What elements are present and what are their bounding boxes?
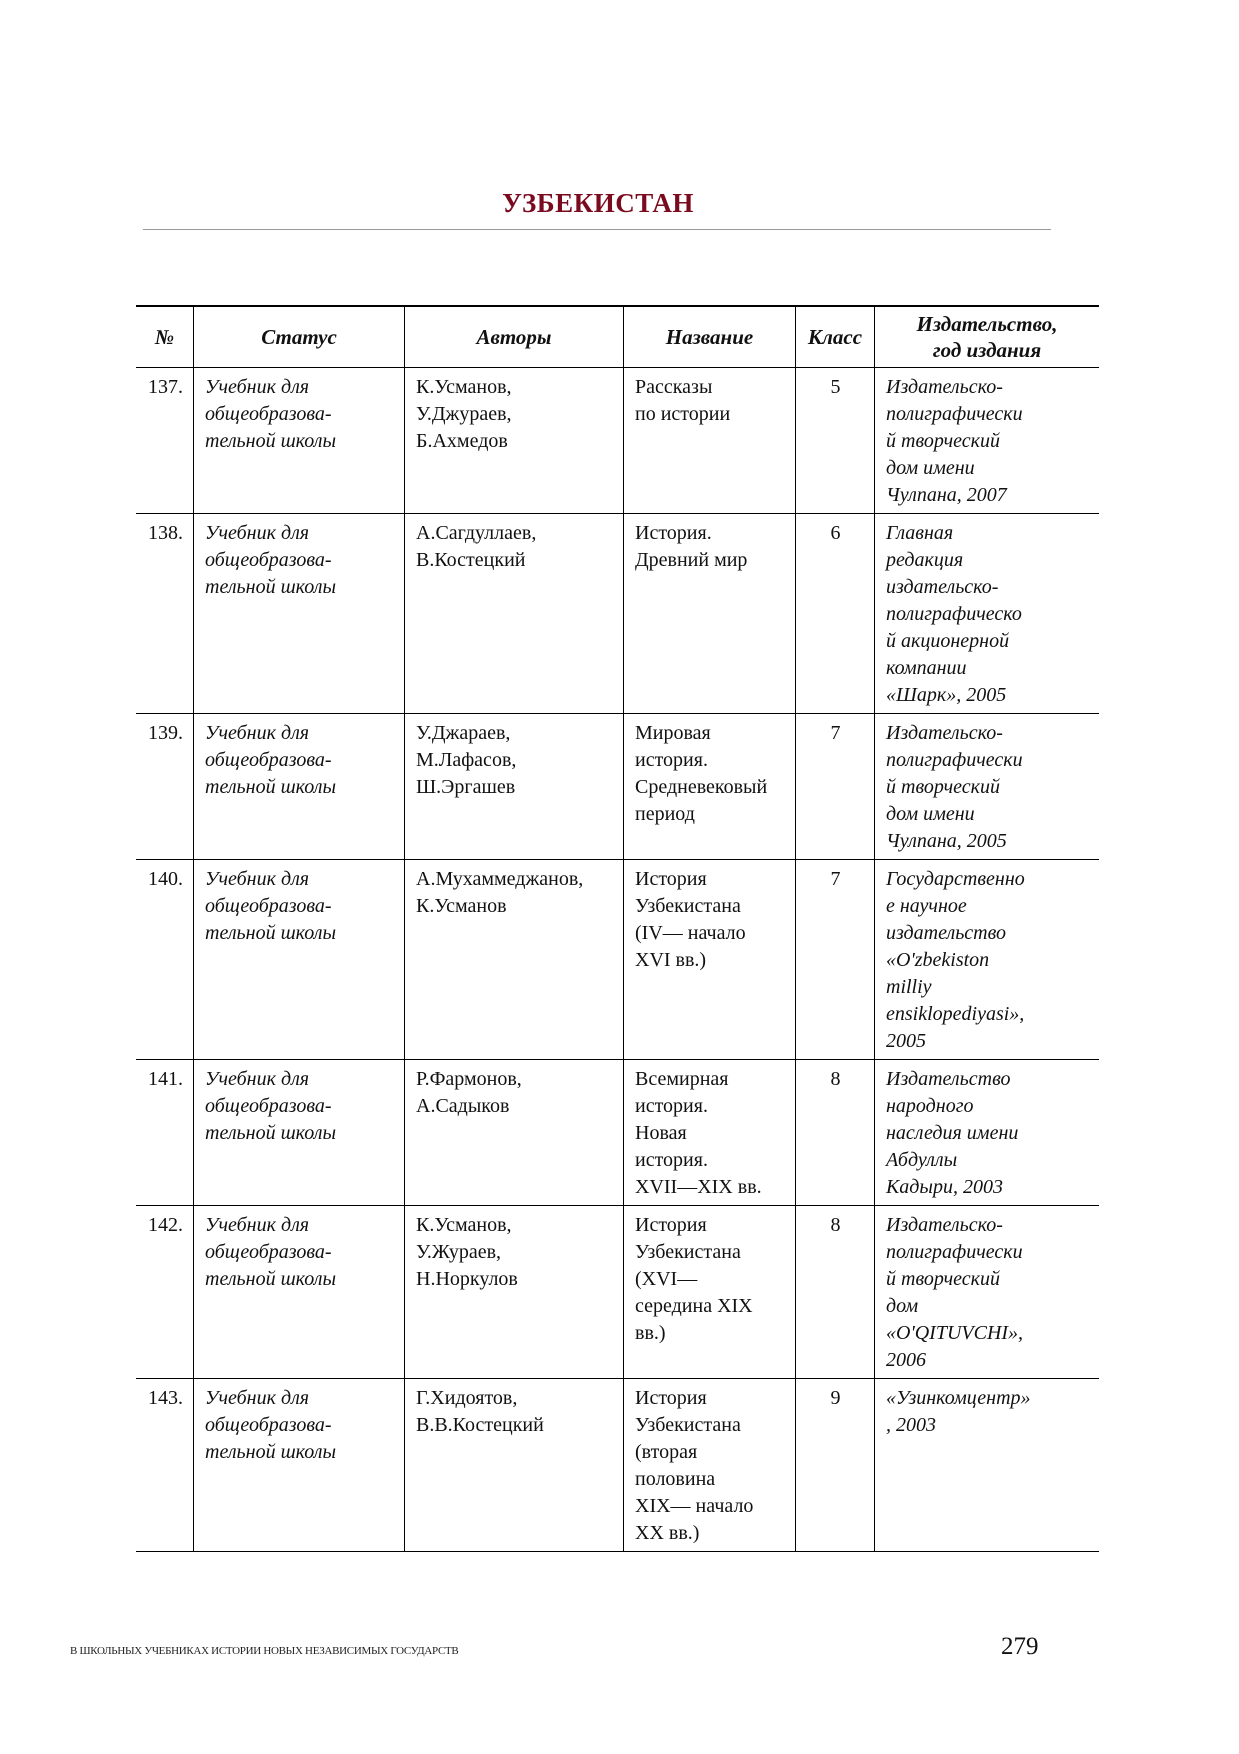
cell-title-line: (XVI— bbox=[635, 1268, 698, 1290]
cell-authors-line: Н.Норкулов bbox=[416, 1268, 518, 1290]
cell-publisher-line: й творческий bbox=[886, 430, 1000, 452]
cell-status bbox=[194, 368, 405, 514]
cell-title-line: Узбекистана bbox=[635, 895, 741, 917]
cell-publisher-line: ensiklopediyasi», bbox=[886, 1003, 1025, 1025]
cell-authors bbox=[405, 514, 624, 714]
cell-status-line: общеобразова- bbox=[205, 1241, 332, 1263]
cell-publisher bbox=[875, 1379, 1100, 1552]
cell-status-line: тельной школы bbox=[205, 776, 337, 798]
title-divider bbox=[143, 229, 1051, 230]
cell-publisher-line: й акционерной bbox=[886, 630, 1010, 652]
cell-title-line: История bbox=[635, 1214, 707, 1236]
cell-title-line: История bbox=[635, 1387, 707, 1409]
cell-title-line: XX вв.) bbox=[635, 1522, 700, 1544]
cell-publisher-line: дом имени bbox=[886, 803, 975, 825]
cell-status-line: Учебник для bbox=[205, 1387, 310, 1409]
cell-publisher-line: Издательско- bbox=[886, 722, 1003, 744]
cell-status-line: общеобразова- bbox=[205, 1095, 332, 1117]
cell-authors-line: К.Усманов bbox=[416, 895, 507, 917]
header-number: № bbox=[136, 306, 194, 368]
cell-title-line: Узбекистана bbox=[635, 1414, 741, 1436]
cell-publisher-line: е научное bbox=[886, 895, 967, 917]
header-title: Название bbox=[624, 306, 796, 368]
cell-publisher-line: дом имени bbox=[886, 457, 975, 479]
cell-status-line: тельной школы bbox=[205, 430, 337, 452]
cell-title-line: Мировая bbox=[635, 722, 711, 744]
header-authors: Авторы bbox=[405, 306, 624, 368]
cell-title-line: история. bbox=[635, 749, 708, 771]
textbook-table bbox=[136, 305, 1099, 1552]
cell-number: 137. bbox=[136, 368, 194, 514]
cell-class: 6 bbox=[796, 514, 875, 714]
cell-publisher-line: народного bbox=[886, 1095, 974, 1117]
table-row bbox=[136, 1060, 1099, 1206]
cell-title-line: середина XIX bbox=[635, 1295, 753, 1317]
cell-status bbox=[194, 714, 405, 860]
table-row bbox=[136, 860, 1099, 1060]
cell-publisher-line: компании bbox=[886, 657, 967, 679]
cell-status-line: Учебник для bbox=[205, 1068, 310, 1090]
cell-status bbox=[194, 860, 405, 1060]
cell-authors-line: Р.Фармонов, bbox=[416, 1068, 522, 1090]
cell-number: 142. bbox=[136, 1206, 194, 1379]
cell-number: 139. bbox=[136, 714, 194, 860]
cell-title-line: Новая bbox=[635, 1122, 687, 1144]
cell-publisher-line: полиграфически bbox=[886, 1241, 1023, 1263]
cell-authors-line: В.Костецкий bbox=[416, 549, 526, 571]
cell-authors-line: К.Усманов, bbox=[416, 1214, 512, 1236]
cell-title-line: Древний мир bbox=[635, 549, 748, 571]
cell-authors-line: М.Лафасов, bbox=[416, 749, 517, 771]
cell-class: 7 bbox=[796, 860, 875, 1060]
cell-publisher-line: й творческий bbox=[886, 1268, 1000, 1290]
cell-status bbox=[194, 514, 405, 714]
cell-authors-line: Б.Ахмедов bbox=[416, 430, 508, 452]
cell-title bbox=[624, 1379, 796, 1552]
cell-status-line: общеобразова- bbox=[205, 895, 332, 917]
cell-publisher-line: Чулпана, 2007 bbox=[886, 484, 1007, 506]
cell-publisher-line: Издательско- bbox=[886, 1214, 1003, 1236]
cell-title-line: период bbox=[635, 803, 695, 825]
cell-status bbox=[194, 1060, 405, 1206]
cell-publisher-line: редакция bbox=[886, 549, 964, 571]
cell-publisher-line: издательско- bbox=[886, 576, 999, 598]
cell-status-line: Учебник для bbox=[205, 868, 310, 890]
cell-status-line: Учебник для bbox=[205, 376, 310, 398]
cell-title-line: Средневековый bbox=[635, 776, 768, 798]
header-status: Статус bbox=[194, 306, 405, 368]
cell-publisher bbox=[875, 1060, 1100, 1206]
cell-authors-line: У.Жураев, bbox=[416, 1241, 502, 1263]
cell-class: 7 bbox=[796, 714, 875, 860]
cell-title-line: Всемирная bbox=[635, 1068, 729, 1090]
cell-status-line: тельной школы bbox=[205, 1441, 337, 1463]
cell-title bbox=[624, 368, 796, 514]
cell-title-line: Рассказы bbox=[635, 376, 713, 398]
table-header-row bbox=[136, 306, 1099, 368]
cell-status-line: тельной школы bbox=[205, 1122, 337, 1144]
cell-publisher-line: дом bbox=[886, 1295, 919, 1317]
cell-title-line: (IV— начало bbox=[635, 922, 746, 944]
cell-publisher-line: полиграфически bbox=[886, 749, 1023, 771]
header-publisher: Издательство, год издания bbox=[875, 306, 1100, 368]
cell-publisher-line: 2005 bbox=[886, 1030, 926, 1052]
cell-authors bbox=[405, 368, 624, 514]
cell-authors bbox=[405, 1379, 624, 1552]
cell-status bbox=[194, 1379, 405, 1552]
cell-authors bbox=[405, 1060, 624, 1206]
cell-status-line: Учебник для bbox=[205, 1214, 310, 1236]
cell-publisher-line: «Узинкомцентр» bbox=[886, 1387, 1031, 1409]
cell-publisher-line: Государственно bbox=[886, 868, 1025, 890]
cell-title bbox=[624, 714, 796, 860]
cell-title bbox=[624, 860, 796, 1060]
cell-class: 5 bbox=[796, 368, 875, 514]
cell-publisher-line: , 2003 bbox=[886, 1414, 936, 1436]
cell-number: 140. bbox=[136, 860, 194, 1060]
table-row bbox=[136, 1206, 1099, 1379]
cell-title-line: половина bbox=[635, 1468, 716, 1490]
cell-publisher-line: 2006 bbox=[886, 1349, 926, 1371]
cell-publisher-line: «Шарк», 2005 bbox=[886, 684, 1007, 706]
header-class: Класс bbox=[796, 306, 875, 368]
cell-status-line: тельной школы bbox=[205, 576, 337, 598]
cell-status-line: Учебник для bbox=[205, 722, 310, 744]
table-row bbox=[136, 714, 1099, 860]
cell-title-line: История. bbox=[635, 522, 712, 544]
cell-publisher-line: Чулпана, 2005 bbox=[886, 830, 1007, 852]
cell-status-line: общеобразова- bbox=[205, 1414, 332, 1436]
cell-title-line: история. bbox=[635, 1149, 708, 1171]
table-row bbox=[136, 1379, 1099, 1552]
cell-class: 9 bbox=[796, 1379, 875, 1552]
cell-publisher-line: Кадыри, 2003 bbox=[886, 1176, 1003, 1198]
cell-status-line: общеобразова- bbox=[205, 549, 332, 571]
cell-title bbox=[624, 1060, 796, 1206]
cell-title bbox=[624, 514, 796, 714]
cell-publisher-line: Главная bbox=[886, 522, 954, 544]
table-body bbox=[136, 368, 1099, 1552]
cell-authors-line: Г.Хидоятов, bbox=[416, 1387, 518, 1409]
cell-title-line: XVII—XIX вв. bbox=[635, 1176, 762, 1198]
cell-authors-line: В.В.Костецкий bbox=[416, 1414, 544, 1436]
cell-status-line: тельной школы bbox=[205, 922, 337, 944]
table-row bbox=[136, 514, 1099, 714]
cell-title bbox=[624, 1206, 796, 1379]
page-number: 279 bbox=[1001, 1633, 1039, 1660]
cell-number: 141. bbox=[136, 1060, 194, 1206]
cell-class: 8 bbox=[796, 1206, 875, 1379]
cell-title-line: XIX— начало bbox=[635, 1495, 754, 1517]
cell-publisher bbox=[875, 368, 1100, 514]
cell-publisher-line: издательство bbox=[886, 922, 1007, 944]
cell-status-line: общеобразова- bbox=[205, 749, 332, 771]
cell-authors-line: А.Сагдуллаев, bbox=[416, 522, 537, 544]
cell-publisher-line: полиграфическо bbox=[886, 603, 1022, 625]
cell-title-line: История bbox=[635, 868, 707, 890]
cell-status bbox=[194, 1206, 405, 1379]
cell-title-line: по истории bbox=[635, 403, 731, 425]
cell-authors-line: У.Джураев, bbox=[416, 403, 512, 425]
cell-status-line: Учебник для bbox=[205, 522, 310, 544]
cell-title-line: история. bbox=[635, 1095, 708, 1117]
cell-number: 138. bbox=[136, 514, 194, 714]
cell-publisher-line: Абдуллы bbox=[886, 1149, 958, 1171]
cell-authors bbox=[405, 1206, 624, 1379]
table-row bbox=[136, 368, 1099, 514]
cell-publisher-line: Издательство bbox=[886, 1068, 1011, 1090]
cell-publisher bbox=[875, 860, 1100, 1060]
cell-publisher-line: Издательско- bbox=[886, 376, 1003, 398]
cell-class: 8 bbox=[796, 1060, 875, 1206]
cell-authors bbox=[405, 714, 624, 860]
cell-title-line: XVI вв.) bbox=[635, 949, 707, 971]
cell-number: 143. bbox=[136, 1379, 194, 1552]
cell-publisher-line: полиграфически bbox=[886, 403, 1023, 425]
cell-title-line: (вторая bbox=[635, 1441, 698, 1463]
cell-publisher-line: «O'zbekiston bbox=[886, 949, 990, 971]
cell-status-line: общеобразова- bbox=[205, 403, 332, 425]
running-footer: В ШКОЛЬНЫХ УЧЕБНИКАХ ИСТОРИИ НОВЫХ НЕЗАВИСИМЫХ ГОСУДАРСТВ bbox=[70, 1645, 459, 1657]
cell-publisher bbox=[875, 714, 1100, 860]
section-title: УЗБЕКИСТАН bbox=[502, 188, 694, 218]
cell-title-line: вв.) bbox=[635, 1322, 666, 1344]
cell-authors-line: А.Мухаммеджанов, bbox=[416, 868, 584, 890]
cell-title-line: Узбекистана bbox=[635, 1241, 741, 1263]
cell-publisher-line: «O'QITUVCHI», bbox=[886, 1322, 1024, 1344]
cell-publisher bbox=[875, 514, 1100, 714]
cell-status-line: тельной школы bbox=[205, 1268, 337, 1290]
cell-publisher-line: milliy bbox=[886, 976, 932, 998]
cell-publisher bbox=[875, 1206, 1100, 1379]
cell-publisher-line: й творческий bbox=[886, 776, 1000, 798]
cell-authors-line: Ш.Эргашев bbox=[416, 776, 516, 798]
cell-authors bbox=[405, 860, 624, 1060]
cell-authors-line: А.Садыков bbox=[416, 1095, 510, 1117]
cell-authors-line: У.Джараев, bbox=[416, 722, 511, 744]
cell-publisher-line: наследия имени bbox=[886, 1122, 1019, 1144]
cell-authors-line: К.Усманов, bbox=[416, 376, 512, 398]
